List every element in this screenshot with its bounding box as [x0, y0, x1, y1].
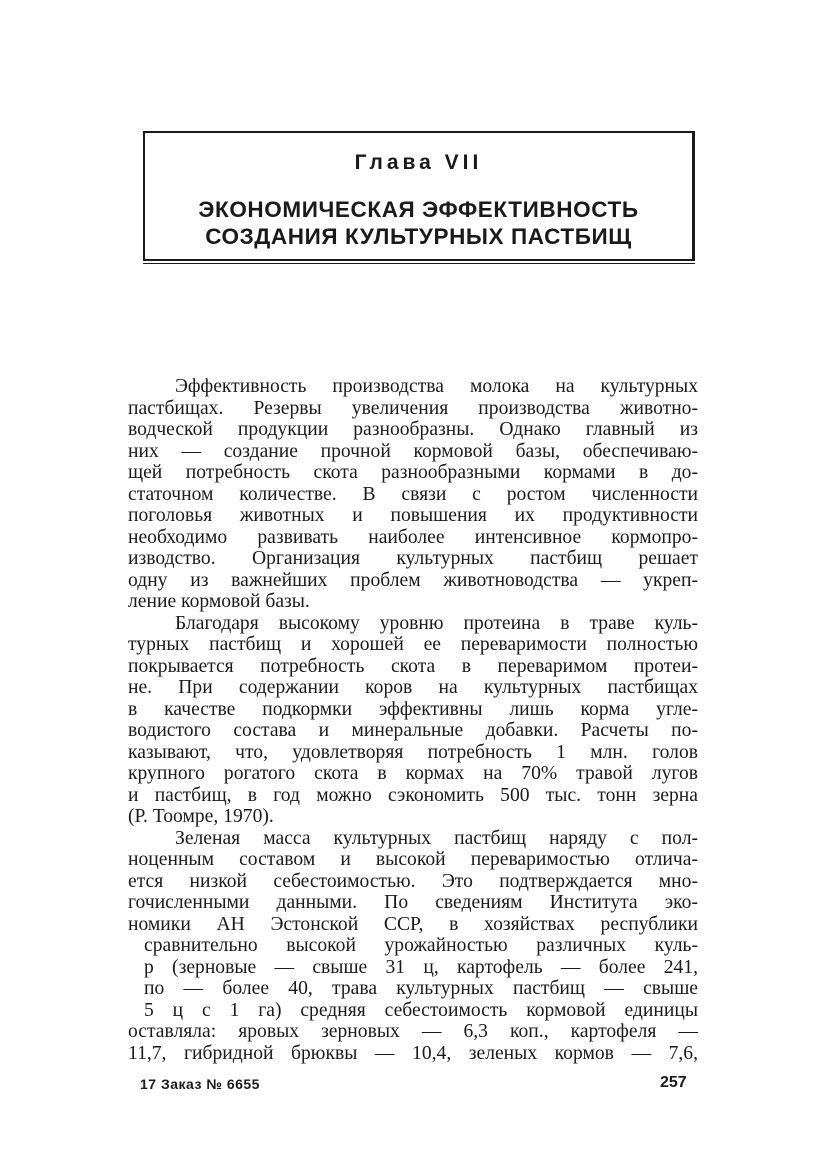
body-text [128, 376, 698, 1064]
text-line: щей потребность скота разнообразными кормами в до- [128, 462, 698, 483]
text-line: водистого состава и минеральные добавки. Расчеты по- [128, 720, 698, 741]
text-line: 5 ц с 1 га) средняя себестоимость кормовой единицы [144, 999, 698, 1021]
text-line: ноценным составом и высокой переваримостью отлича- [128, 849, 698, 870]
text-line: необходимо развивать наиболее интенсивное кормопро- [128, 526, 698, 548]
text-line: в качестве подкормки эффективны лишь корма угле- [128, 698, 698, 720]
text-line: по — более 40, трава культурных пастбищ — свыше [144, 978, 698, 999]
text-line: оставляла: яровых зерновых — 6,3 коп., картофеля — [128, 1021, 698, 1042]
text-line: и пастбищ, в год можно сэкономить 500 тыс. тонн зерна [128, 784, 698, 806]
text-line: номики АН Эстонской ССР, в хозяйствах республики [128, 913, 698, 935]
text-line: поголовья животных и повышения их продуктивности [128, 505, 698, 526]
text-line: гочисленными данными. По сведениям Института эко- [128, 892, 698, 913]
printer-signature: 17 Заказ № 6655 [140, 1076, 260, 1092]
text-line: крупного рогатого скота в кормах на 70% травой лугов [128, 763, 698, 784]
chapter-title-line-1: ЭКОНОМИЧЕСКАЯ ЭФФЕКТИВНОСТЬ [198, 197, 639, 222]
chapter-title [145, 196, 692, 250]
text-line: Благодаря высокому уровню протеина в траве куль- [175, 612, 698, 634]
text-line: изводство. Организация культурных пастбищ решает [128, 548, 698, 569]
text-line: турных пастбищ и хорошей ее переваримости полностью [128, 634, 698, 655]
chapter-header-box [143, 131, 695, 261]
chapter-title-line-2: СОЗДАНИЯ КУЛЬТУРНЫХ ПАСТБИЩ [205, 224, 632, 249]
text-line: ление кормовой базы. [128, 591, 310, 612]
text-line: р (зерновые — свыше 31 ц, картофель — более 241, [144, 956, 698, 978]
text-line: ется низкой себестоимостью. Это подтверждается мно- [128, 870, 698, 892]
chapter-header-rule [143, 263, 695, 264]
text-line: не. При содержании коров на культурных пастбищах [128, 677, 698, 698]
text-line: пастбищах. Резервы увеличения производства животно- [128, 397, 698, 419]
page-number: 257 [660, 1074, 687, 1091]
text-line: водческой продукции разнообразны. Однако главный из [128, 419, 698, 440]
text-line: Зеленая масса культурных пастбищ наряду с пол- [175, 827, 698, 849]
text-line: статочном количестве. В связи с ростом численности [128, 483, 698, 505]
chapter-label: Глава VII [354, 151, 483, 174]
text-line: них — создание прочной кормовой базы, обеспечиваю- [128, 440, 698, 462]
text-line: одну из важнейших проблем животноводства — укреп- [128, 569, 698, 591]
text-line: казывают, что, удовлетворяя потребность 1 млн. голов [128, 741, 698, 763]
text-line: покрывается потребность скота в переваримом протеи- [128, 655, 698, 677]
text-line: (Р. Тоомре, 1970). [128, 806, 274, 827]
text-line: сравнительно высокой урожайностью различных куль- [144, 935, 698, 956]
text-line: 11,7, гибридной брюквы — 10,4, зеленых кормов — 7,6, [128, 1042, 698, 1064]
text-line: Эффективность производства молока на культурных [175, 376, 698, 397]
